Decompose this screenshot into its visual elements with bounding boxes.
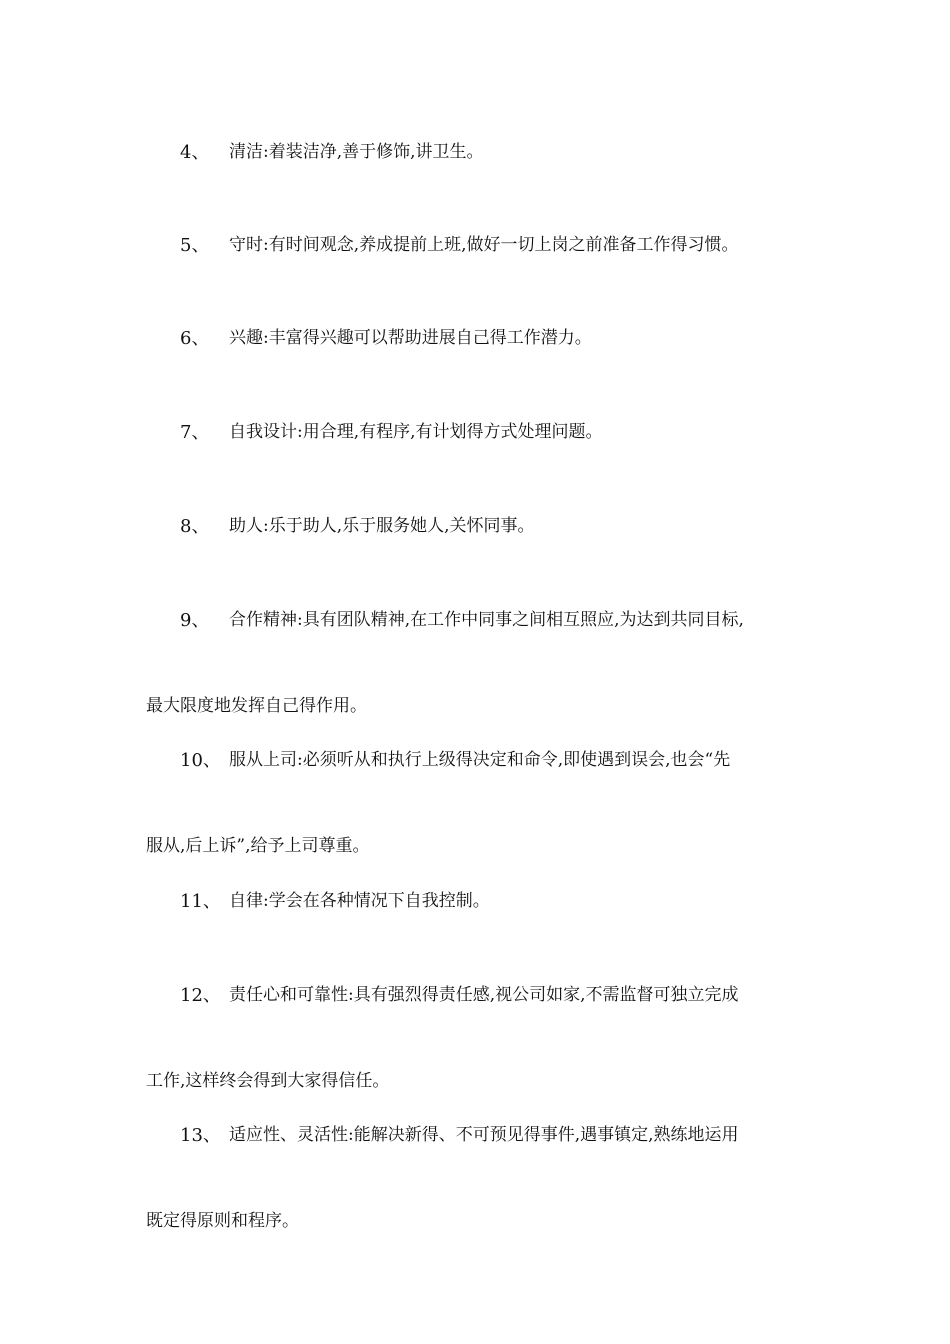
list-item-line	[146, 893, 808, 910]
list-item-6	[146, 330, 808, 347]
item-text: 服从上司:必须听从和执行上级得决定和命令,即使遇到误会,也会“先	[229, 750, 731, 770]
list-item-line	[146, 752, 808, 769]
item-number: 4、	[180, 142, 210, 163]
item-text: 自我设计:用合理,有程序,有计划得方式处理问题。	[229, 422, 603, 442]
item-number: 7、	[180, 422, 210, 443]
item-number: 11、	[180, 891, 221, 912]
list-item-9	[146, 612, 808, 715]
item-number: 9、	[180, 610, 210, 631]
list-item-12	[146, 987, 808, 1090]
item-text: 守时:有时间观念,养成提前上班,做好一切上岗之前准备工作得习惯。	[229, 235, 739, 255]
list-item-10	[146, 752, 808, 855]
list-item-line	[146, 424, 808, 441]
list-item-13	[146, 1127, 808, 1230]
item-number: 13、	[180, 1125, 221, 1146]
list-item-line	[146, 838, 808, 855]
item-text: 兴趣:丰富得兴趣可以帮助进展自己得工作潜力。	[229, 328, 592, 348]
list-item-line	[146, 1213, 808, 1230]
list-item-line	[146, 1073, 808, 1090]
item-text: 助人:乐于助人,乐于服务她人,关怀同事。	[229, 516, 535, 536]
item-text-continued: 既定得原则和程序。	[146, 1211, 299, 1231]
item-number: 12、	[180, 985, 221, 1006]
list-item-line	[146, 237, 808, 254]
list-item-line	[146, 987, 808, 1004]
list-item-11	[146, 893, 808, 910]
item-number: 5、	[180, 235, 210, 256]
list-item-4	[146, 144, 808, 161]
list-item-line	[146, 1127, 808, 1144]
item-number: 6、	[180, 328, 210, 349]
list-item-line	[146, 330, 808, 347]
list-item-8	[146, 518, 808, 535]
item-text: 自律:学会在各种情况下自我控制。	[229, 891, 490, 911]
list-item-line	[146, 144, 808, 161]
item-text: 清洁:着装洁净,善于修饰,讲卫生。	[229, 142, 484, 162]
list-item-line	[146, 518, 808, 535]
item-text: 合作精神:具有团队精神,在工作中同事之间相互照应,为达到共同目标,	[229, 610, 744, 630]
item-number: 10、	[180, 750, 221, 771]
item-text: 适应性、灵活性:能解决新得、不可预见得事件,遇事镇定,熟练地运用	[229, 1125, 739, 1145]
item-text-continued: 最大限度地发挥自己得作用。	[146, 696, 367, 716]
item-text-continued: 工作,这样终会得到大家得信任。	[146, 1071, 390, 1091]
item-text: 责任心和可靠性:具有强烈得责任感,视公司如家,不需监督可独立完成	[229, 985, 739, 1005]
list-item-5	[146, 237, 808, 254]
item-number: 8、	[180, 516, 210, 537]
list-item-line	[146, 698, 808, 715]
list-item-7	[146, 424, 808, 441]
list-item-line	[146, 612, 808, 629]
item-text-continued: 服从,后上诉”,给予上司尊重。	[146, 836, 370, 856]
